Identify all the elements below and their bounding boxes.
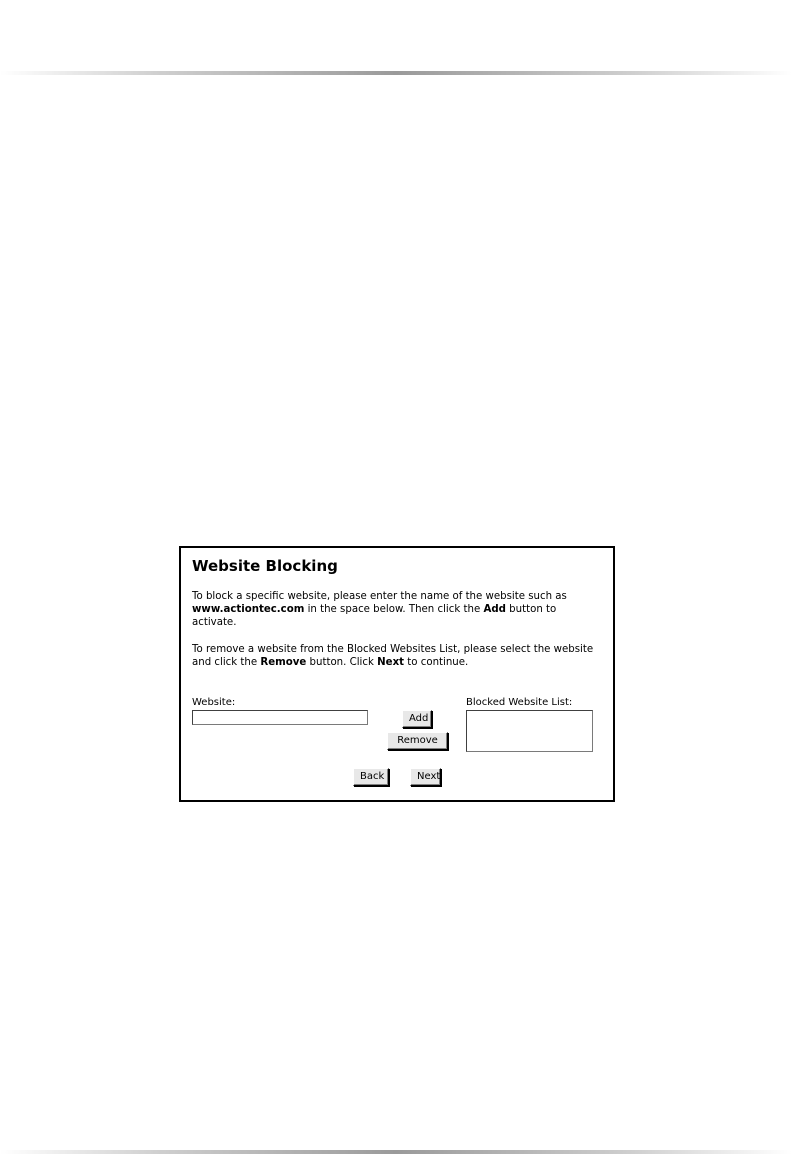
- next-button[interactable]: Next: [410, 768, 441, 786]
- block-instructions-text-2: in the space below. Then click the: [304, 604, 484, 615]
- block-instructions-text-1: To block a specific website, please enter the name of the website such as: [192, 591, 567, 602]
- block-instructions: [192, 590, 602, 629]
- remove-instructions-text-3: to continue.: [404, 657, 469, 668]
- top-divider: [0, 71, 792, 75]
- block-instructions-text-3: button to activate.: [192, 604, 557, 628]
- remove-instructions: [192, 643, 602, 669]
- website-label: Website:: [192, 697, 236, 708]
- bottom-divider: [0, 1150, 792, 1154]
- website-blocking-panel: [179, 546, 615, 802]
- page-title: Website Blocking: [192, 557, 338, 575]
- add-button[interactable]: Add: [402, 710, 432, 728]
- remove-button[interactable]: Remove: [387, 732, 448, 750]
- website-input[interactable]: [192, 710, 368, 725]
- remove-instructions-text-1: To remove a website from the Blocked Websites List, please select the website and click the: [192, 644, 594, 668]
- example-website: www.actiontec.com: [192, 604, 305, 615]
- next-keyword: Next: [377, 657, 405, 668]
- blocked-website-list-label: Blocked Website List:: [466, 697, 573, 708]
- remove-keyword: Remove: [260, 657, 307, 668]
- add-keyword: Add: [483, 604, 506, 615]
- blocked-website-list[interactable]: [466, 710, 593, 752]
- back-button[interactable]: Back: [353, 768, 389, 786]
- remove-instructions-text-2: button. Click: [306, 657, 378, 668]
